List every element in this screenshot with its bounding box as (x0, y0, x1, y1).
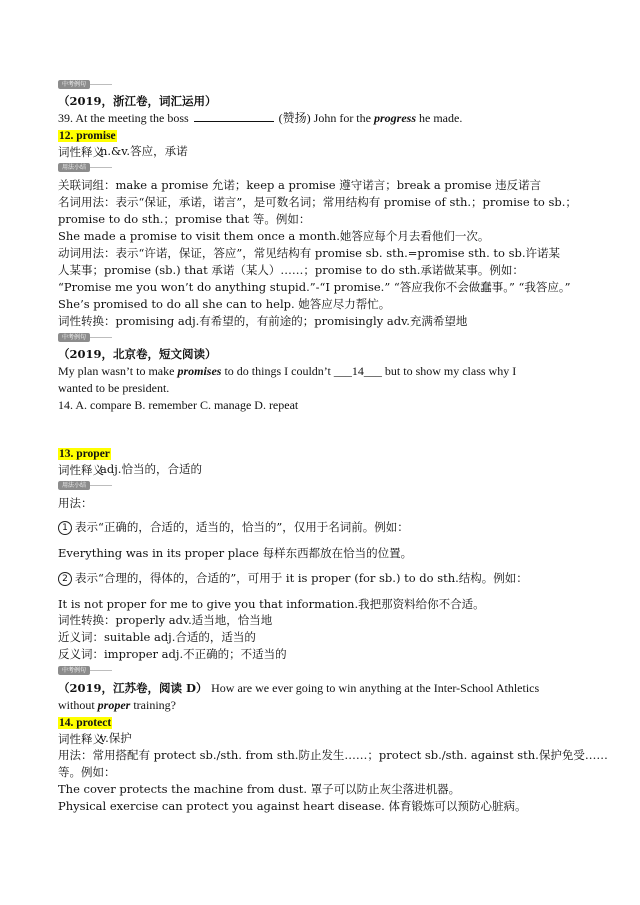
protect-line-3: The cover protects the machine from dust. 罩子可以防止灰尘落进机器。 (58, 782, 461, 796)
exam-example-badge (58, 80, 112, 89)
usage-badge: 用法小结 (58, 481, 112, 490)
usage-badge: 用法小结 (58, 163, 112, 172)
proper-line-3: 反义词：improper adj.不正确的；不适当的 (58, 647, 287, 661)
circled-number-1: 1 (58, 521, 72, 535)
source-jiangsu: （2019，江苏卷，阅读 D） (58, 681, 208, 695)
promise-line-5: 动词用法：表示“许诺，保证，答应”，常见结构有 promise sb. sth.=promise sth. to sb.许诺某 (58, 246, 561, 260)
protect-line-4: Physical exercise can protect you against heart disease. 体育锻炼可以预防心脏病。 (58, 799, 527, 813)
promise-meaning: n.&v.答应，承诺 (100, 144, 188, 158)
entry-title-promise: 12. promise (59, 130, 116, 142)
entry-title-protect: 14. protect (59, 717, 112, 729)
promise-line-6: 人某事；promise (sb.) that 承诺（某人）……；promise to do sth.承诺做某事。例如： (58, 263, 524, 277)
promise-line-3: promise to do sth.；promise that 等。例如： (58, 212, 311, 226)
meaning-badge: 词性释义 (58, 144, 104, 159)
exam-example-badge: 中考例句 (58, 666, 112, 675)
question-14-options: 14. A. compare B. remember C. manage D. repeat (58, 398, 299, 412)
q39-hint: (赞扬) John for the (278, 111, 371, 125)
proper-example-2: It is not proper for me to give you that information.我把那资料给你不合适。 (58, 597, 485, 611)
reading-line-2: wanted to be president. (58, 381, 170, 395)
promise-line-9: 词性转换：promising adj.有希望的，有前途的；promisingly adv.充满希望地 (58, 314, 468, 328)
jiangsu-keyword: proper (97, 698, 131, 712)
protect-meaning: v.保护 (100, 731, 132, 745)
source-zhejiang: （2019，浙江卷，词汇运用） (58, 94, 217, 108)
promise-meaning-line (58, 144, 188, 160)
reading-keyword: promises (177, 364, 222, 378)
protect-line-2: 等。例如： (58, 765, 116, 779)
meaning-badge: 词性释义 (58, 731, 104, 746)
proper-line-2: 近义词：suitable adj.合适的，适当的 (58, 630, 256, 644)
promise-line-8: She’s promised to do all she can to help. 她答应尽力帮忙。 (58, 297, 391, 311)
protect-meaning-line (58, 731, 132, 747)
proper-usage-1: 1 表示“正确的，合适的，适当的，恰当的”，仅用于名词前。例如： (58, 520, 409, 535)
jiangsu-question-line-2: without proper training? (58, 698, 176, 712)
source-jiangsu-line: （2019，江苏卷，阅读 D） How are we ever going to win anything at the Inter-School Athletics (58, 681, 540, 695)
proper-usage-label: 用法： (58, 496, 93, 510)
answer-blank (194, 111, 274, 122)
proper-line-1: 词性转换：properly adv.适当地，恰当地 (58, 613, 273, 627)
promise-line-4: She made a promise to visit them once a month.她答应每个月去看他们一次。 (58, 229, 490, 243)
badge-label: 中考例句 (58, 80, 90, 89)
promise-line-2: 名词用法：表示“保证，承诺，诺言”，是可数名词；常用结构有 promise of sth.；promise to sb.； (58, 195, 577, 209)
circled-number-2: 2 (58, 572, 72, 586)
proper-usage-2: 2 表示“合理的，得体的，合适的”，可用于 it is proper (for sb.) to do sth.结构。例如： (58, 571, 528, 586)
q39-prefix: 39. At the meeting the boss (58, 111, 189, 125)
entry-title-proper: 13. proper (59, 448, 110, 460)
promise-line-1: 关联词组：make a promise 允诺；keep a promise 遵守诺言；break a promise 违反诺言 (58, 178, 542, 192)
q39-suffix: he made. (419, 111, 463, 125)
reading-line-1: My plan wasn’t to make promises to do things I couldn’t ___14___ but to show my class why I (58, 364, 517, 378)
proper-meaning-line (58, 462, 202, 478)
source-beijing: （2019，北京卷，短文阅读） (58, 347, 217, 361)
protect-line-1: 用法：常用搭配有 protect sb./sth. from sth.防止发生……；protect sb./sth. against sth.保护免受…… (58, 748, 608, 762)
exam-example-badge: 中考例句 (58, 333, 112, 342)
question-39 (58, 111, 462, 126)
proper-example-1: Everything was in its proper place 每样东西都放在恰当的位置。 (58, 546, 413, 560)
promise-line-7: “Promise me you won’t do anything stupid.”-“I promise.” “答应我你不会做蠢事。” “我答应。” (58, 280, 571, 294)
q39-keyword: progress (373, 111, 416, 125)
meaning-badge: 词性释义 (58, 462, 104, 477)
proper-meaning: adj.恰当的，合适的 (100, 462, 202, 476)
